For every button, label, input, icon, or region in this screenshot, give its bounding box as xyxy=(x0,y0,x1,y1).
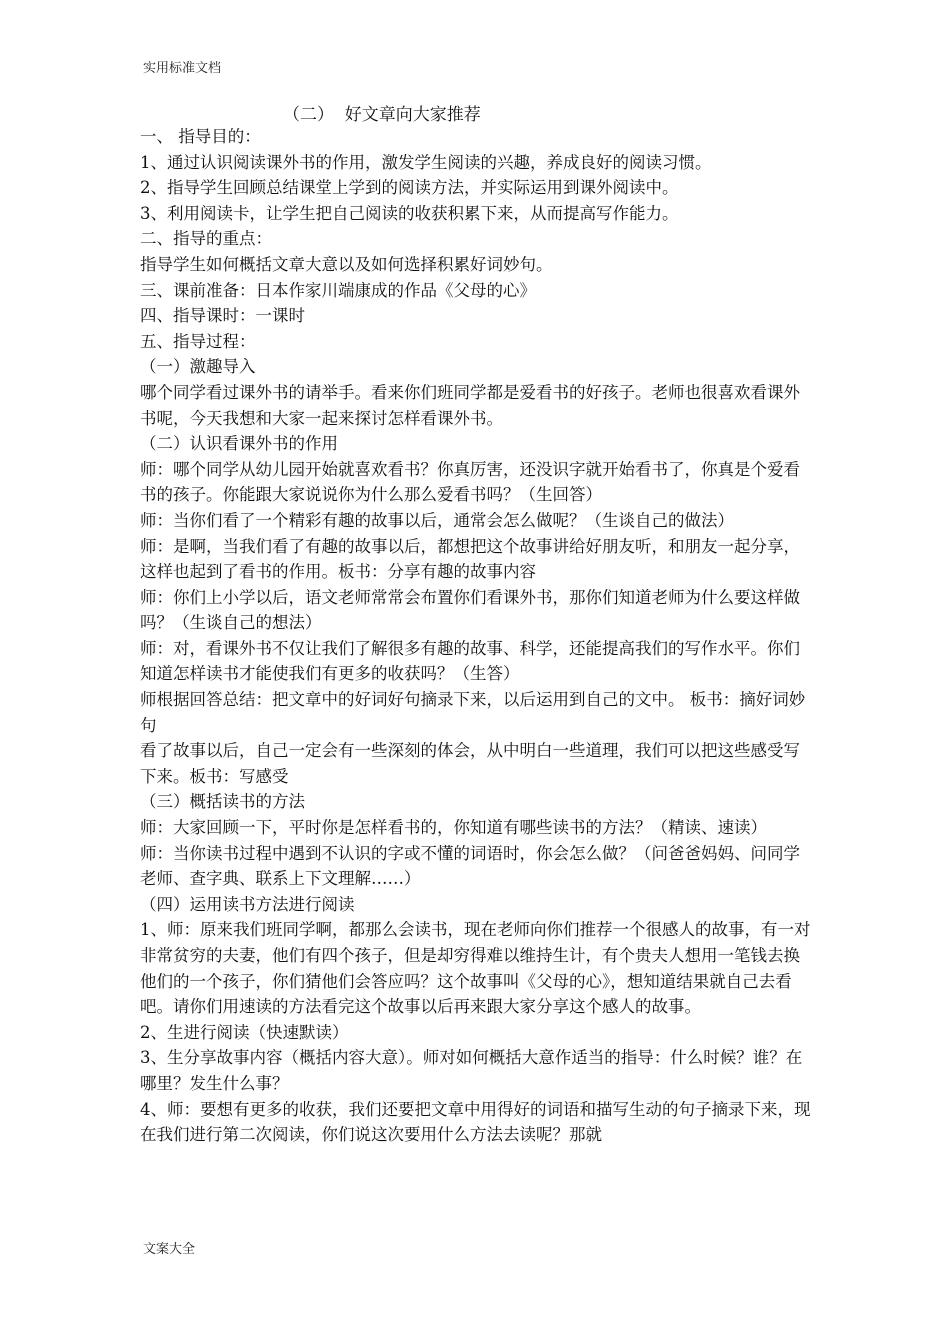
paragraph: 师根据回答总结：把文章中的好词好句摘录下来，以后运用到自己的文中。 板书：摘好词妙句 xyxy=(140,690,806,735)
section-title: （二） 好文章向大家推荐 xyxy=(283,105,481,125)
paragraph: 4、师：要想有更多的收获，我们还要把文章中用得好的词语和描写生动的句子摘录下来，现在我们进行第二次阅读，你们说这次要用什么方法去读呢？那就 xyxy=(140,1099,811,1145)
paragraph: 指导学生如何概括文章大意以及如何选择积累好词妙句。 xyxy=(140,254,553,274)
paragraph: 二、指导的重点： xyxy=(140,229,272,249)
paragraph: 师：哪个同学从幼儿园开始就喜欢看书？你真厉害，还没识字就开始看书了，你真是个爱看书的孩子。你能跟大家说说你为什么那么爱看书吗？（生回答） xyxy=(140,459,800,505)
paragraph: 3、利用阅读卡，让学生把自己阅读的收获积累下来，从而提高写作能力。 xyxy=(140,203,679,223)
paragraph: 1、师：原来我们班同学啊，都那么会读书，现在老师向你们推荐一个很感人的故事，有一对非常贫穷的夫妻，他们有四个孩子，但是却穷得难以维持生计，有个贵夫人想用一笔钱去换他们的一个孩子，你们猜他们会答应吗？这个故事叫《父母的心》，想知道结果就自己去看吧。请你们用速读的方法看完这个故事以后再来跟大家分享这个感人的故事。 xyxy=(140,920,811,1017)
document-body xyxy=(140,124,815,1148)
paragraph: （四）运用读书方法进行阅读 xyxy=(140,894,355,914)
paragraph: 三、课前准备：日本作家川端康成的作品《父母的心》 xyxy=(140,280,536,300)
paragraph: 一、 指导目的： xyxy=(140,127,261,146)
paragraph: 师：当你们看了一个精彩有趣的故事以后，通常会怎么做呢？（生谈自己的做法） xyxy=(140,510,734,530)
paragraph: 师：对，看课外书不仅让我们了解很多有趣的故事、科学，还能提高我们的写作水平。你们知道怎样读书才能使我们有更多的收获吗？（生答） xyxy=(140,638,800,684)
paragraph: 2、指导学生回顾总结课堂上学到的阅读方法，并实际运用到课外阅读中。 xyxy=(140,178,679,198)
paragraph: 哪个同学看过课外书的请举手。看来你们班同学都是爱看书的好孩子。老师也很喜欢看课外书呢，今天我想和大家一起来探讨怎样看课外书。 xyxy=(140,382,800,428)
paragraph: 师：是啊，当我们看了有趣的故事以后，都想把这个故事讲给好朋友听，和朋友一起分享，这样也起到了看书的作用。板书：分享有趣的故事内容 xyxy=(140,536,800,582)
paragraph: （一）激趣导入 xyxy=(140,357,256,377)
paragraph: 1、通过认识阅读课外书的作用，激发学生阅读的兴趣，养成良好的阅读习惯。 xyxy=(140,152,712,172)
paragraph: 师：你们上小学以后，语文老师常常会布置你们看课外书，那你们知道老师为什么要这样做吗？（生谈自己的想法） xyxy=(140,587,800,633)
paragraph: （二）认识看课外书的作用 xyxy=(140,434,338,454)
paragraph: 五、指导过程： xyxy=(140,331,256,351)
paragraph: 看了故事以后，自己一定会有一些深刻的体会，从中明白一些道理，我们可以把这些感受写下来。板书：写感受 xyxy=(140,741,800,786)
page-footer: 文案大全 xyxy=(143,1242,196,1257)
paragraph: 四、指导课时：一课时 xyxy=(140,306,305,326)
paragraph: 师：大家回顾一下，平时你是怎样看书的，你知道有哪些读书的方法？（精读、速读） xyxy=(140,818,767,838)
page-header: 实用标准文档 xyxy=(143,61,222,76)
paragraph: （三）概括读书的方法 xyxy=(140,792,305,812)
paragraph: 3、生分享故事内容（概括内容大意）。师对如何概括大意作适当的指导：什么时候？谁？在哪里？发生什么事？ xyxy=(140,1048,803,1093)
paragraph: 2、生进行阅读（快速默读） xyxy=(140,1022,349,1042)
paragraph: 师：当你读书过程中遇到不认识的字或不懂的词语时，你会怎么做？（问爸爸妈妈、问同学老师、查字典、联系上下文理解……） xyxy=(140,843,800,889)
